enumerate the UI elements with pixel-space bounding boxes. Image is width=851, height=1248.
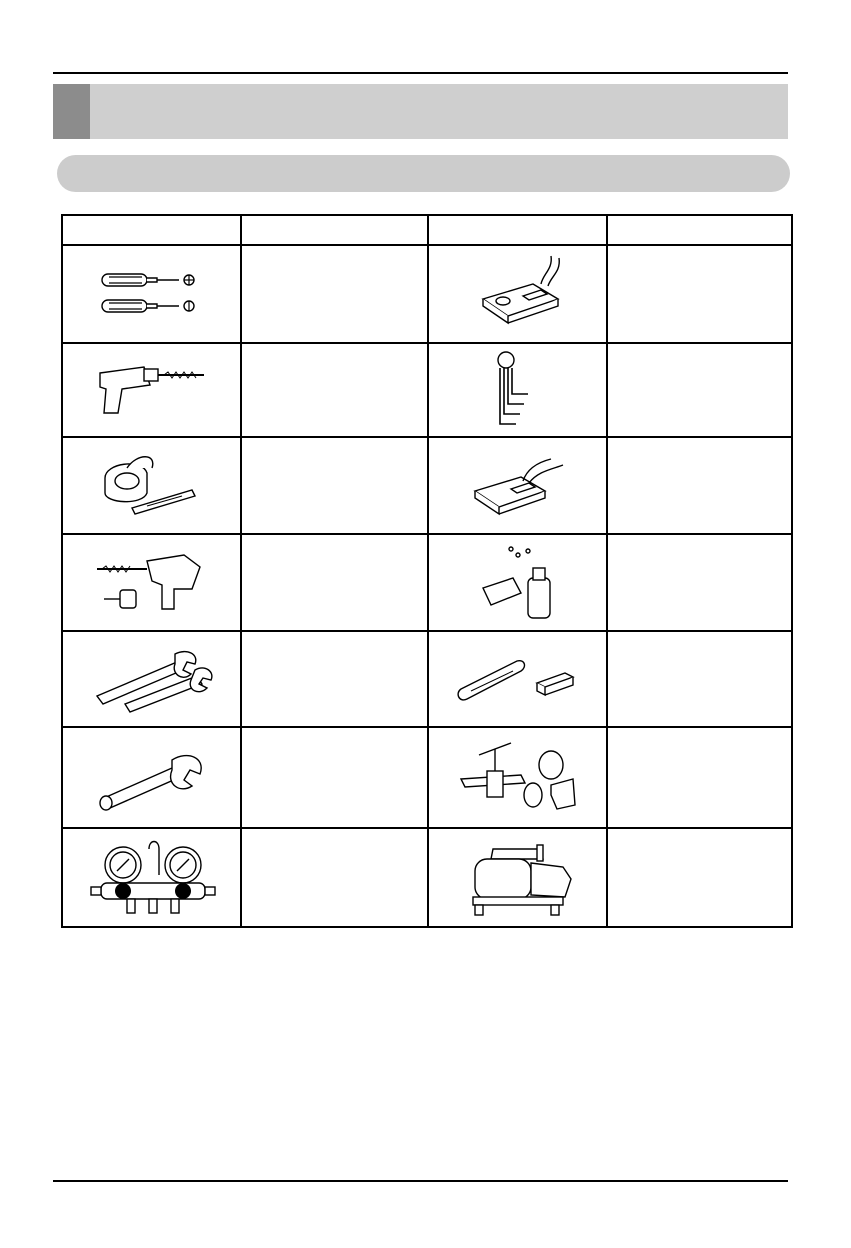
tool-image-cell xyxy=(62,828,241,927)
table-row xyxy=(62,534,792,631)
tool-name-cell xyxy=(607,828,792,927)
tool-image-cell xyxy=(428,631,607,727)
header-tool-image-2 xyxy=(428,215,607,245)
header-tool-image xyxy=(62,215,241,245)
tool-image-cell xyxy=(62,245,241,343)
gauge-manifold-icon xyxy=(87,835,217,920)
tool-image-cell xyxy=(428,727,607,828)
table-row xyxy=(62,631,792,727)
header-tool-name xyxy=(241,215,428,245)
tool-image-cell xyxy=(62,437,241,534)
hex-key-set-icon xyxy=(488,350,548,430)
tool-name-cell xyxy=(241,245,428,343)
tool-image-cell xyxy=(62,343,241,437)
tool-image-cell xyxy=(62,631,241,727)
tool-name-cell xyxy=(607,534,792,631)
tool-image-cell xyxy=(62,727,241,828)
top-rule xyxy=(53,72,788,74)
table-row xyxy=(62,245,792,343)
section-banner xyxy=(53,84,788,139)
tool-name-cell xyxy=(241,727,428,828)
table-row xyxy=(62,343,792,437)
section-marker xyxy=(53,84,90,139)
tool-image-cell xyxy=(428,828,607,927)
vacuum-pump-icon xyxy=(453,835,583,920)
tool-name-cell xyxy=(607,343,792,437)
table-row xyxy=(62,437,792,534)
tool-image-cell xyxy=(428,245,607,343)
tools-table xyxy=(61,214,793,928)
tool-name-cell xyxy=(607,631,792,727)
ammeter-icon xyxy=(463,451,573,521)
tool-name-cell xyxy=(607,437,792,534)
bottom-rule xyxy=(53,1180,788,1182)
tool-name-cell xyxy=(241,437,428,534)
flaring-tool-icon xyxy=(453,735,583,820)
tool-name-cell xyxy=(607,727,792,828)
screwdrivers-icon xyxy=(97,264,207,324)
hammer-drill-icon xyxy=(92,545,212,620)
tool-image-cell xyxy=(62,534,241,631)
electric-drill-icon xyxy=(92,355,212,425)
spanners-icon xyxy=(87,644,217,714)
tool-name-cell xyxy=(241,343,428,437)
table-header-row xyxy=(62,215,792,245)
subsection-pill xyxy=(57,155,790,192)
multimeter-icon xyxy=(463,254,573,334)
tool-image-cell xyxy=(428,343,607,437)
tool-name-cell xyxy=(241,534,428,631)
gas-leak-detector-icon xyxy=(473,543,563,623)
header-tool-name-2 xyxy=(607,215,792,245)
torque-wrench-icon xyxy=(92,740,212,815)
tool-image-cell xyxy=(428,437,607,534)
table-row xyxy=(62,828,792,927)
table-row xyxy=(62,727,792,828)
tool-name-cell xyxy=(607,245,792,343)
tool-image-cell xyxy=(428,534,607,631)
tool-name-cell xyxy=(241,828,428,927)
tool-name-cell xyxy=(241,631,428,727)
tape-measure-knife-icon xyxy=(97,448,207,523)
thermometer-level-icon xyxy=(453,649,583,709)
